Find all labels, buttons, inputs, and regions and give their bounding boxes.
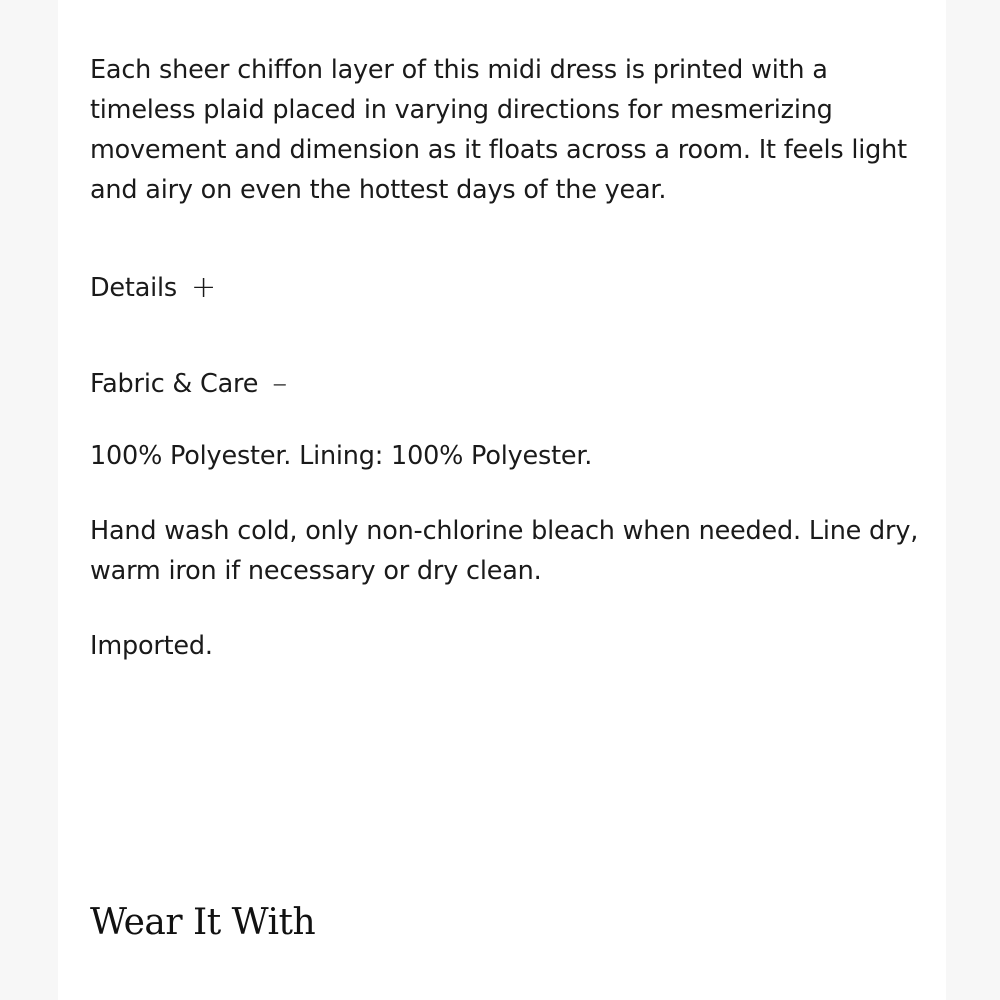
details-accordion-toggle[interactable] (90, 268, 920, 308)
origin-text: Imported. (90, 631, 213, 661)
fabric-care-content (90, 436, 920, 666)
details-label: Details (90, 273, 178, 303)
material-text: 100% Polyester. Lining: 100% Polyester. (90, 441, 593, 471)
product-details-panel (58, 0, 946, 1000)
product-description: Each sheer chiffon layer of this midi dress is printed with a timeless plaid placed in varying directions for mesmerizing movement and dimension as it floats across a room. It feels light and airy on even the hottest days of the year. (90, 55, 907, 205)
plus-icon: + (191, 270, 216, 305)
fabric-care-accordion-toggle[interactable] (90, 364, 920, 404)
care-instructions-text: Hand wash cold, only non-chlorine bleach when needed. Line dry, warm iron if necessary or dry clean. (90, 516, 919, 586)
wear-it-with-heading: Wear It With (90, 902, 316, 943)
fabric-care-label: Fabric & Care (90, 369, 259, 399)
product-info (90, 50, 920, 666)
minus-icon: – (272, 366, 288, 401)
